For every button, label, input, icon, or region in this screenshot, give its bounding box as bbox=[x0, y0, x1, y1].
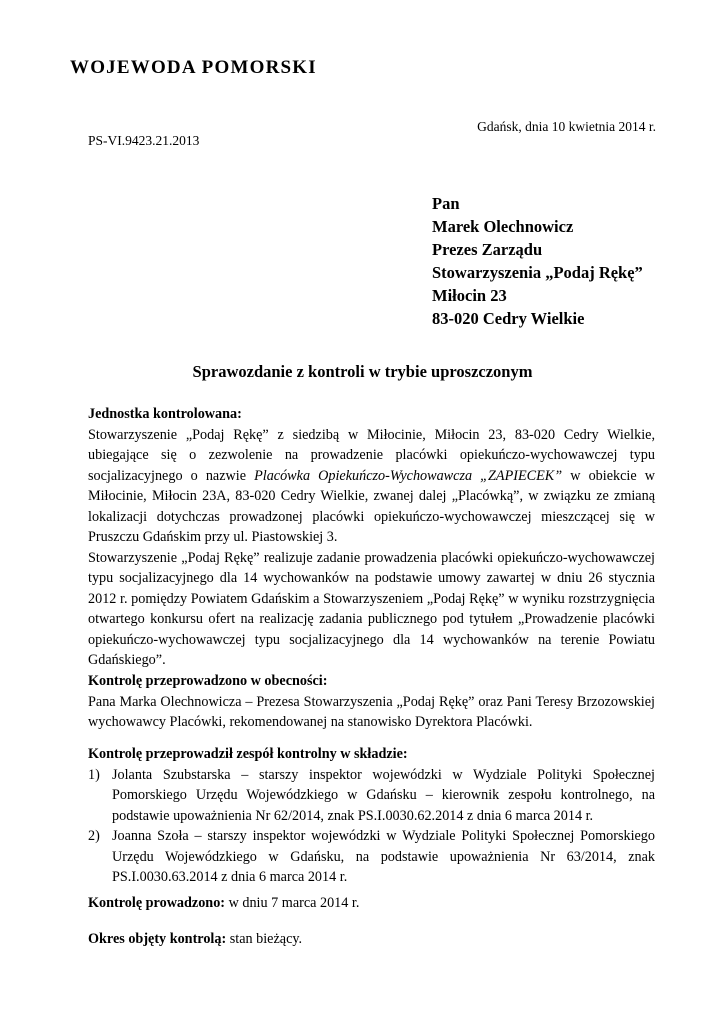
field-label: Kontrolę prowadzono: bbox=[88, 895, 226, 911]
list-item bbox=[88, 826, 655, 888]
section-controlled-unit bbox=[88, 404, 655, 671]
section-inspection-date bbox=[88, 893, 655, 914]
paragraph bbox=[88, 425, 655, 548]
list-number: 1) bbox=[88, 766, 100, 783]
list-item-text: Jolanta Szubstarska – starszy inspektor wojewódzki w Wydziale Polityki Społecznej Pomorskiego Urzędu Wojewódzkiego w Gdańsku – kierownik zespołu kontrolnego, na podstawie upoważnienia Nr 62/2014, znak PS.I.0030.62.2014 z dnia 6 marca 2014 r. bbox=[112, 766, 655, 824]
addressee-line: Pan bbox=[432, 194, 460, 213]
list-item bbox=[88, 765, 655, 827]
addressee-line: Stowarzyszenia „Podaj Rękę” bbox=[432, 263, 643, 282]
field-value: stan bieżący. bbox=[226, 931, 303, 947]
section-heading: Kontrolę przeprowadził zespół kontrolny w składzie: bbox=[88, 746, 408, 762]
field-label: Okres objęty kontrolą: bbox=[88, 931, 227, 947]
paragraph: Stowarzyszenie „Podaj Rękę” realizuje zadanie prowadzenia placówki opiekuńczo-wychowawczej typu socjalizacyjnego dla 14 wychowanków na podstawie umowy zawartej w dniu 26 stycznia 2012 r. pomiędzy Powiatem Gdańskim a Stowarzyszeniem „Podaj Rękę” w wyniku rozstrzygnięcia otwartego konkursu ofert na realizację zadania publicznego pod tytułem „Prowadzenie placówki opiekuńczo-wychowawczej typu socjalizacyjnego dla 14 wychowanków na terenie Powiatu Gdańskiego”. bbox=[88, 549, 655, 668]
section-period bbox=[88, 929, 655, 950]
paragraph: Pana Marka Olechnowicza – Prezesa Stowarzyszenia „Podaj Rękę” oraz Pani Teresy Brzozowskiej wychowawcy Placówki, rekomendowanej na stanowisko Dyrektora Placówki. bbox=[88, 693, 655, 730]
addressee-block bbox=[432, 192, 643, 330]
addressee-line: Miłocin 23 bbox=[432, 286, 507, 305]
report-title: Sprawozdanie z kontroli w trybie uproszczonym bbox=[192, 362, 533, 381]
field-value: w dniu 7 marca 2014 r. bbox=[225, 895, 360, 911]
list-number: 2) bbox=[88, 828, 100, 844]
paragraph-text: w obiekcie w Miłocinie, Miłocin 23A, 83-020 Cedry Wielkie, zwanej dalej „Placówką”, w związku ze zmianą lokalizacji dotychczas prowadzonej placówki opiekuńczo-wychowawczej mieszczącej się w Pruszczu Gdańskim przy ul. Piastowskiej 3. bbox=[88, 467, 655, 545]
addressee-line: Marek Olechnowicz bbox=[432, 217, 574, 236]
authority-heading: WOJEWODA POMORSKI bbox=[70, 57, 317, 78]
section-control-team bbox=[88, 744, 655, 888]
addressee-line: Prezes Zarządu bbox=[432, 240, 543, 259]
addressee-line: 83-020 Cedry Wielkie bbox=[432, 309, 585, 328]
section-presence bbox=[88, 671, 655, 733]
section-heading: Jednostka kontrolowana: bbox=[88, 406, 242, 422]
section-heading: Kontrolę przeprowadzono w obecności: bbox=[88, 673, 328, 689]
place-and-date: Gdańsk, dnia 10 kwietnia 2014 r. bbox=[477, 119, 656, 134]
case-number: PS-VI.9423.21.2013 bbox=[88, 133, 200, 148]
list-item-text: Joanna Szoła – starszy inspektor wojewódzki w Wydziale Polityki Społecznej Pomorskiego Urzędu Wojewódzkiego w Gdańsku, na podstawie upoważnienia Nr 63/2014, znak PS.I.0030.63.2014 z dnia 6 marca 2014 r. bbox=[112, 828, 655, 885]
facility-name: Placówka Opiekuńczo-Wychowawcza „ZAPIECEK” bbox=[254, 467, 563, 484]
paragraph-text: Stowarzyszenie „Podaj Rękę” z siedzibą w Miłocinie, Miłocin 23, 83-020 Cedry Wielkie, ubiegające się o zezwolenie na prowadzenie placówki opiekuńczo-wychowawczej typu socjalizacyjnego o nazwie bbox=[88, 426, 655, 484]
